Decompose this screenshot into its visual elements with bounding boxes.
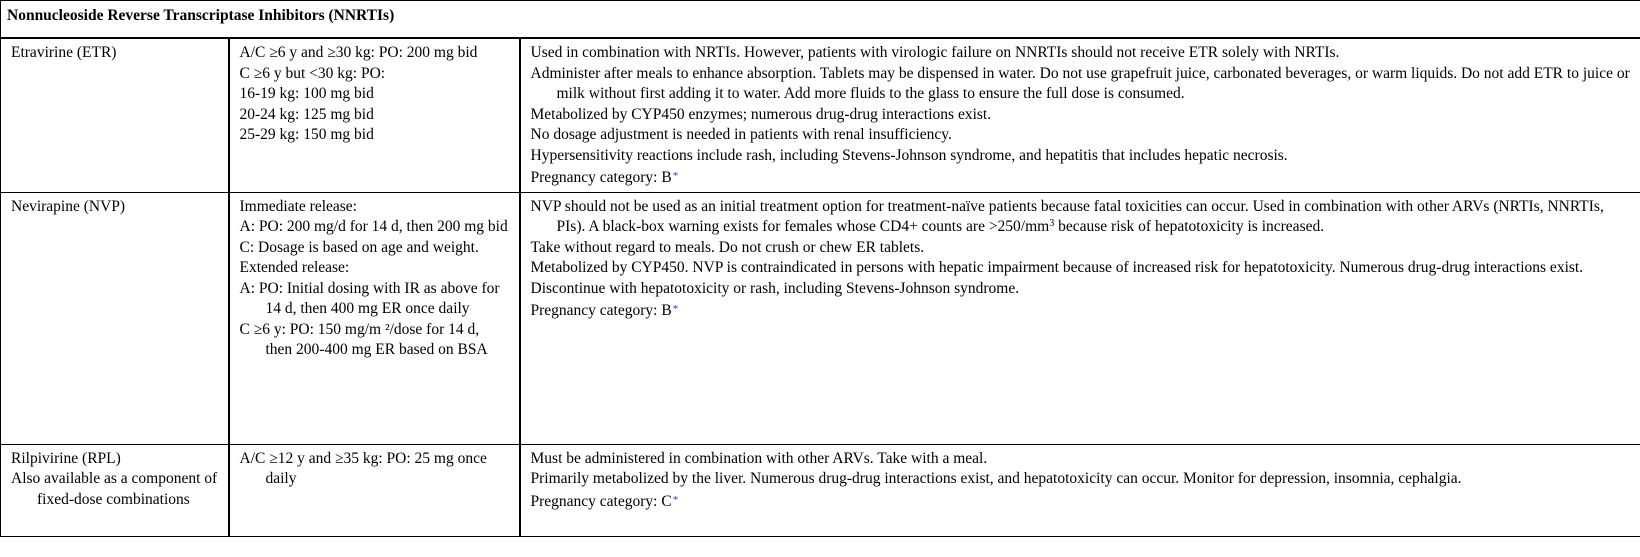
drug-cell <box>1 38 229 192</box>
footnote-link[interactable]: * <box>672 493 679 506</box>
comment-line: Primarily metabolized by the liver. Numerous drug-drug interactions exist, and hepatotoxicity can occur. Monitor for depression, insomnia, cephalgia. <box>530 470 1462 487</box>
comment-line: Metabolized by CYP450. NVP is contraindicated in persons with hepatic impairment because of increased risk for hepatotoxicity. Numerous drug-drug interactions exist. <box>530 259 1584 276</box>
pregnancy-category <box>531 166 1631 189</box>
comments-cell <box>520 192 1640 444</box>
comment-line: NVP should not be used as an initial treatment option for treatment-naïve patients because fatal toxicities can occur. Used in combination with other ARVs (NRTIs, NNRTIs, PIs). A black-box warning exists for females whose CD4+ counts are $>250/mm^3$ because risk of hepatotoxicity is increased. <box>530 197 1604 235</box>
table-row <box>1 444 1640 536</box>
footnote-link[interactable]: * <box>672 303 679 315</box>
comment-line: Hypersensitivity reactions include rash, including Stevens-Johnson syndrome, and hepatitis that includes hepatic necrosis. <box>530 146 1288 164</box>
dosage-line: 25-29 kg: 150 mg bid <box>239 126 374 143</box>
pregnancy-text: Pregnancy category: C <box>530 492 672 510</box>
comment-line: Must be administered in combination with other ARVs. Take with a meal. <box>530 449 988 467</box>
drug-cell <box>1 444 229 536</box>
pregnancy-text: Pregnancy category: B <box>530 169 672 186</box>
dosage-line: 20-24 kg: 125 mg bid <box>239 105 374 123</box>
drug-name: Rilpivirine (RPL) <box>11 449 121 467</box>
comment-line: Take without regard to meals. Do not crush or chew ER tablets. <box>530 238 925 256</box>
pregnancy-category <box>531 490 1631 513</box>
drug-name: Etravirine (ETR) <box>11 44 117 61</box>
table-row <box>1 38 1640 192</box>
table-row <box>1 192 1640 444</box>
comment-line: Used in combination with NRTIs. However, patients with virologic failure on NNRTIs should not receive ETR solely with NRTIs. <box>530 44 1340 61</box>
comment-line: Administer after meals to enhance absorption. Tablets may be dispensed in water. Do not use grapefruit juice, carbonated beverages, or warm liquids. Do not add ETR to juice or milk without first adding it to water. Add more fluids to the glass to ensure the full dose is consumed. <box>530 64 1630 102</box>
dosage-cell <box>229 192 520 444</box>
table-title: Nonnucleoside Reverse Transcriptase Inhibitors (NNRTIs) <box>1 1 1640 39</box>
drug-cell <box>1 192 229 444</box>
dosage-line: C ≥6 y: PO: 150 mg/m ²/dose for 14 d, then 200-400 mg ER based on BSA <box>239 320 488 358</box>
dosage-cell <box>229 444 520 536</box>
dosage-cell <box>229 38 520 192</box>
drug-name: Nevirapine (NVP) <box>11 197 126 215</box>
pregnancy-category <box>531 299 1631 322</box>
comment-line: No dosage adjustment is needed in patients with renal insufficiency. <box>530 126 952 143</box>
comments-cell <box>520 444 1640 536</box>
comments-cell <box>520 38 1640 192</box>
drug-note: Also available as a component of fixed-dose combinations <box>11 470 218 508</box>
dosage-line: Immediate release: <box>239 197 357 215</box>
pregnancy-text: Pregnancy category: B <box>530 302 672 319</box>
dosage-line: A/C ≥6 y and ≥30 kg: PO: 200 mg bid <box>239 44 478 61</box>
comment-line: Metabolized by CYP450 enzymes; numerous drug-drug interactions exist. <box>530 105 992 123</box>
table-title-row <box>1 1 1640 39</box>
comment-line: Discontinue with hepatotoxicity or rash, including Stevens-Johnson syndrome. <box>530 279 1020 297</box>
footnote-link[interactable]: * <box>672 170 679 182</box>
dosage-line: A/C ≥12 y and ≥35 kg: PO: 25 mg once daily <box>239 449 487 487</box>
dosage-line: 16-19 kg: 100 mg bid <box>239 85 374 102</box>
dosage-line: Extended release: <box>239 259 350 276</box>
dosage-line: C: Dosage is based on age and weight. <box>239 238 479 256</box>
dosage-line: A: PO: 200 mg/d for 14 d, then 200 mg bid <box>239 218 508 235</box>
dosage-line: C ≥6 y but <30 kg: PO: <box>239 64 386 82</box>
dosage-line: A: PO: Initial dosing with IR as above for 14 d, then 400 mg ER once daily <box>239 279 500 317</box>
